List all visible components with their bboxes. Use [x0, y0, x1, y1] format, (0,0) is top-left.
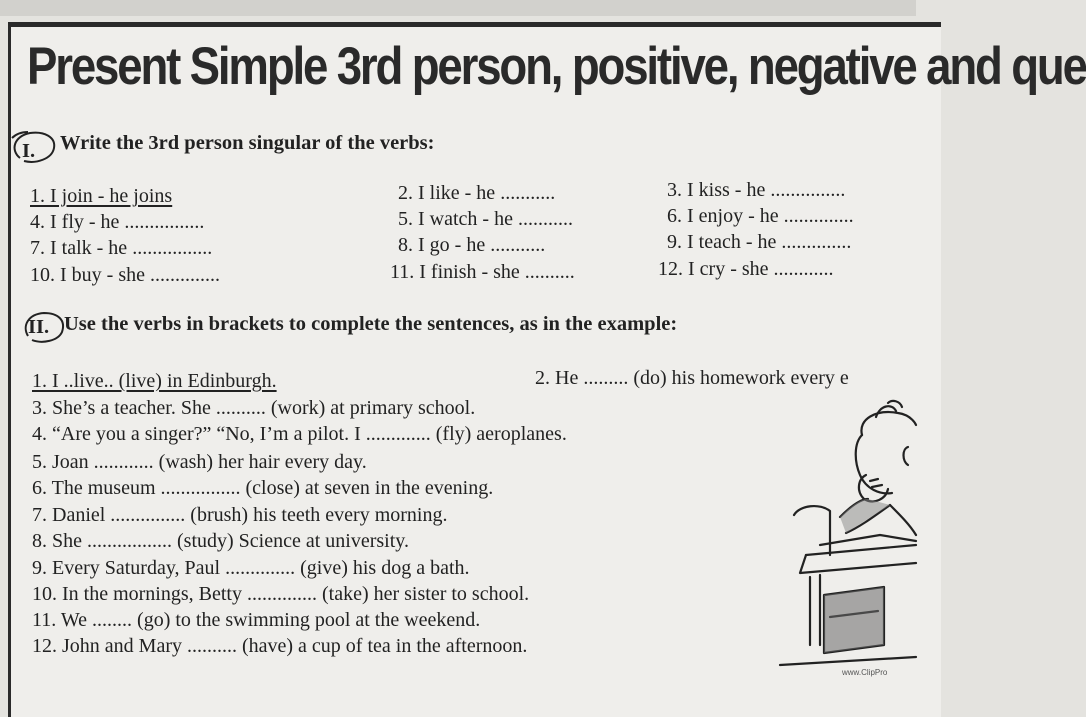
section-2-item: 12. John and Mary .......... (have) a cup of tea in the afternoon. — [32, 635, 528, 657]
illustration-credit: www.ClipPro — [842, 668, 888, 677]
section-1-instruction: Write the 3rd person singular of the verbs: — [60, 132, 435, 154]
section-2-item: 7. Daniel ............... (brush) his teeth every morning. — [32, 504, 448, 526]
section-1-item: 12. I cry - she ............ — [658, 258, 834, 280]
section-1-number: I. — [22, 140, 36, 162]
section-2-item: 6. The museum ................ (close) at seven in the evening. — [32, 477, 494, 499]
section-2-item: 5. Joan ............ (wash) her hair every day. — [32, 451, 367, 473]
section-2-item: 9. Every Saturday, Paul .............. (give) his dog a bath. — [32, 557, 470, 579]
section-1-item: 2. I like - he ........... — [398, 182, 556, 204]
section-2-instruction: Use the verbs in brackets to complete the sentences, as in the example: — [64, 313, 678, 335]
section-1-item: 7. I talk - he ................ — [30, 237, 213, 259]
section-2-item: 4. “Are you a singer?” “No, I’m a pilot. I ............. (fly) aeroplanes. — [32, 423, 567, 445]
section-2-item: 10. In the mornings, Betty .............. (take) her sister to school. — [32, 583, 530, 605]
section-2-number: II. — [28, 316, 50, 338]
section-1-item: 8. I go - he ........... — [398, 234, 546, 256]
section-1-item: 3. I kiss - he ............... — [667, 179, 846, 201]
section-2-example: 1. I ..live.. (live) in Edinburgh. — [32, 370, 277, 392]
section-1-item: 9. I teach - he .............. — [667, 231, 852, 253]
section-2-item: 11. We ........ (go) to the swimming pool at the weekend. — [32, 609, 481, 631]
section-2-item: 2. He ......... (do) his homework every e — [535, 367, 849, 389]
page-title: Present Simple 3rd person, positive, negative and que — [27, 37, 1086, 96]
section-1-item: 5. I watch - he ........... — [398, 208, 573, 230]
section-1-example: 1. I join - he joins — [30, 185, 173, 207]
top-shadow-band — [0, 0, 916, 16]
section-1-item: 6. I enjoy - he .............. — [667, 205, 854, 227]
boy-at-desk-illustration — [780, 395, 916, 678]
section-1-item: 11. I finish - she .......... — [390, 261, 575, 283]
section-2-item: 8. She ................. (study) Science at university. — [32, 530, 409, 552]
section-2-item: 3. She’s a teacher. She .......... (work) at primary school. — [32, 397, 476, 419]
section-1-item: 10. I buy - she .............. — [30, 264, 220, 286]
section-1-item: 4. I fly - he ................ — [30, 211, 205, 233]
